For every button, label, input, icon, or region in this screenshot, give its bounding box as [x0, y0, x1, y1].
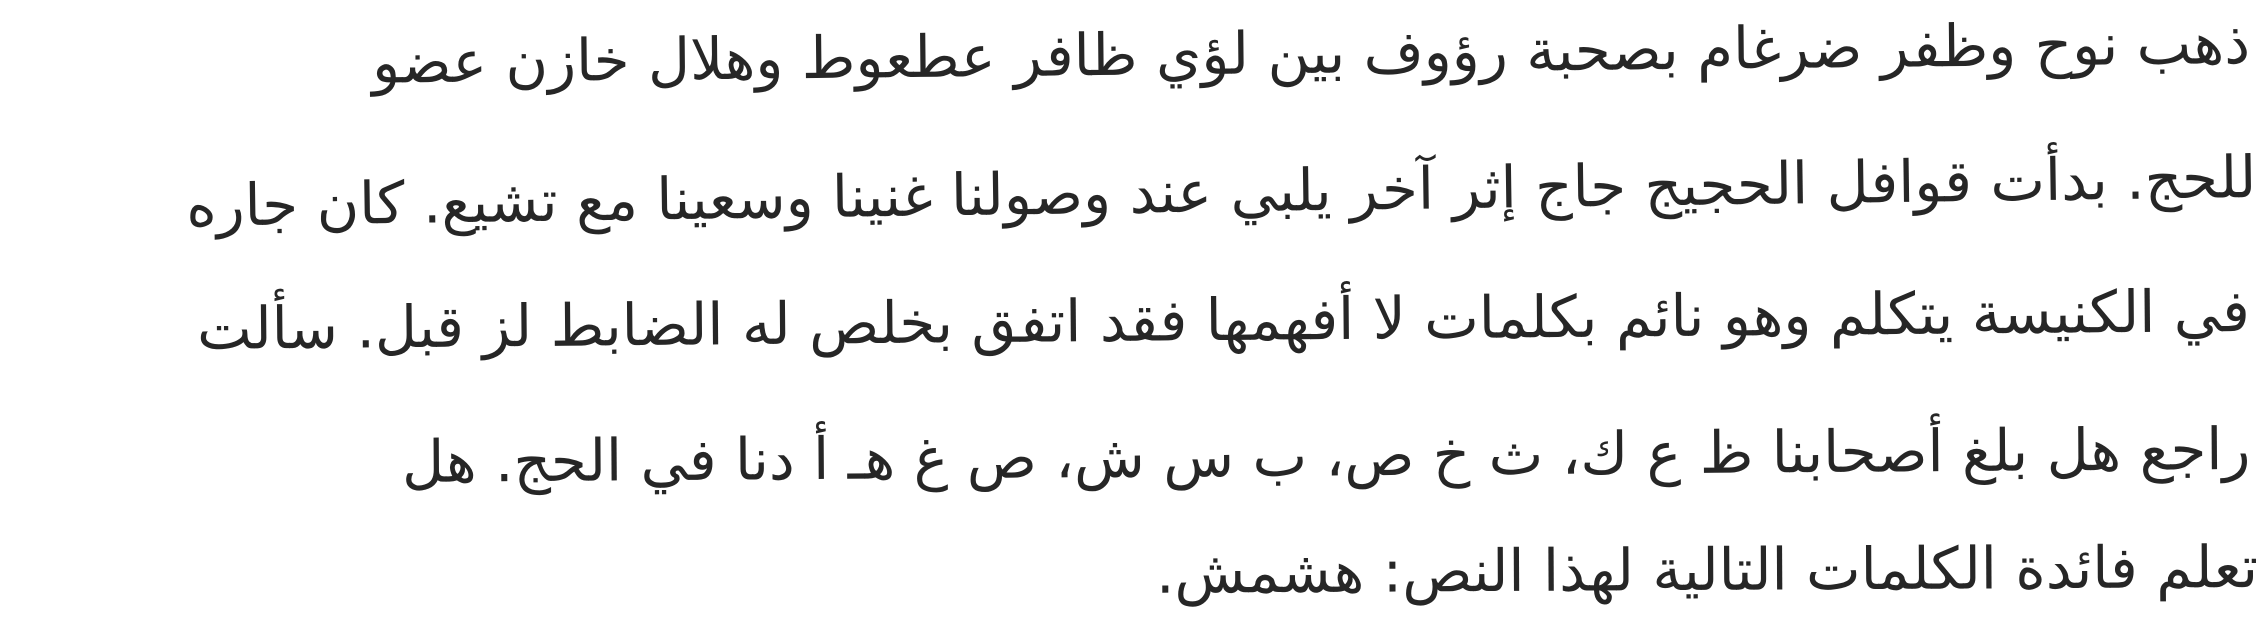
text-line-3: في الكنيسة يتكلم وهو نائم بكلمات لا أفهمها فقد اتفق بخلص له الضابط لز قبل. سألت — [196, 277, 2251, 363]
text-line-5: تعلم فائدة الكلمات التالية لهذا النص: هشمش. — [1155, 533, 2259, 607]
text-line-2: للحج. بدأت قوافل الحجيج جاج إثر آخر يلبي عند وصولنا غنينا وسعينا مع تشيع. كان جاره — [185, 143, 2257, 240]
text-line-4: راجع هل بلغ أصحابنا ظ ع ك، ث خ ص، ب س ش، ص غ هـ أ دنا في الحج. هل — [401, 415, 2251, 496]
text-line-1: ذهب نوح وظفر ضرغام بصحبة رؤوف بين لؤي ظافر عطعوط وهلال خازن عضو — [371, 9, 2251, 97]
